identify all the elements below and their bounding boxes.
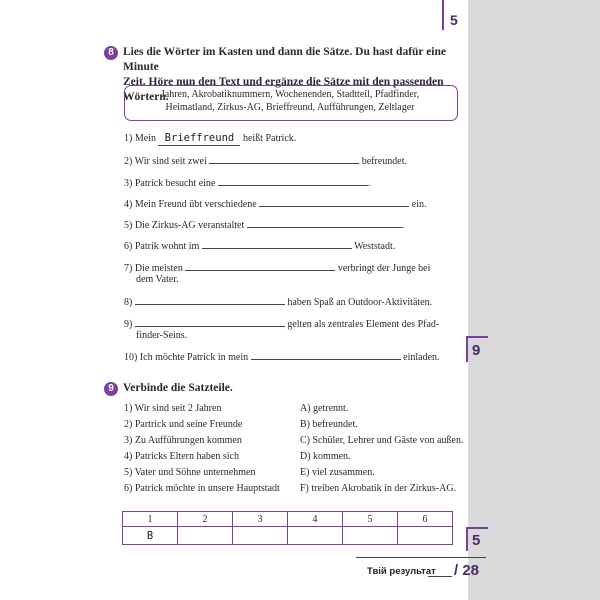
answer-blank-3[interactable] [218, 175, 368, 186]
answer-blank-9[interactable] [135, 316, 285, 327]
sentence-7-continued: dem Vater. [136, 274, 179, 285]
sentence-6: 6) Patrik wohnt im Weststadt. [124, 238, 395, 253]
sentence-4: 4) Mein Freund übt verschiedene ein. [124, 196, 426, 211]
task9-score: 5 [472, 532, 481, 549]
word-box-line2: Heimatland, Zirkus-AG, Brieffreund, Aufführungen, Zeltlager [165, 102, 415, 113]
grid-header-cell: 6 [398, 512, 453, 527]
grid-header-cell: 5 [343, 512, 398, 527]
grid-answer-cell[interactable] [288, 527, 343, 545]
match-right-a: A) getrennt. [300, 403, 349, 414]
match-right-d: D) kommen. [300, 451, 351, 462]
sentence-8: 8) haben Spaß an Outdoor-Aktivitäten. [124, 294, 432, 309]
match-left-3: 3) Zu Aufführungen kommen [124, 435, 242, 446]
task9-score-line [466, 527, 488, 529]
word-box-text [124, 88, 456, 114]
answer-grid-answer-row [123, 527, 453, 545]
task8-score-bracket [466, 336, 468, 362]
margin-divider-top [442, 0, 444, 30]
match-right-c: C) Schüler, Lehrer und Gäste von außen. [300, 435, 464, 446]
match-left-1: 1) Wir sind seit 2 Jahren [124, 403, 222, 414]
grid-answer-cell[interactable] [233, 527, 288, 545]
right-margin-strip [468, 0, 600, 600]
task8-score: 9 [472, 342, 481, 359]
grid-header-cell: 1 [123, 512, 178, 527]
task9-score-bracket [466, 527, 468, 551]
task8-number-badge: 8 [104, 46, 118, 60]
grid-answer-cell[interactable]: B [123, 527, 178, 545]
grid-header-cell: 3 [233, 512, 288, 527]
task8-instruction-line1: Lies die Wörter im Kasten und dann die Sätze. Du hast dafür eine Minute [123, 46, 446, 73]
match-right-f: F) treiben Akrobatik in der Zirkus-AG. [300, 483, 457, 494]
task9-number-badge: 9 [104, 382, 118, 396]
match-left-6: 6) Patrick möchte in unsere Hauptstadt [124, 483, 280, 494]
answer-blank-8[interactable] [135, 294, 285, 305]
sentence-9-continued: finder-Seins. [136, 330, 188, 341]
answer-blank-6[interactable] [202, 238, 352, 249]
page-number: 5 [450, 12, 458, 28]
answer-grid [122, 511, 453, 545]
sentence-5: 5) Die Zirkus-AG veranstaltet . [124, 217, 404, 232]
result-total: / 28 [454, 562, 480, 579]
sentence-1: 1) Mein Brieffreund heißt Patrick. [124, 132, 297, 144]
answer-blank-2[interactable] [209, 153, 359, 164]
grid-header-cell: 2 [178, 512, 233, 527]
match-left-4: 4) Patricks Eltern haben sich [124, 451, 239, 462]
result-top-line [356, 557, 486, 558]
result-label: Твій результат [367, 566, 436, 577]
result-input-blank[interactable] [428, 576, 452, 577]
answer-text-1: Brieffreund [164, 132, 235, 144]
answer-blank-5[interactable] [247, 217, 402, 228]
sentence-9: 9) gelten als zentrales Element des Pfad- [124, 316, 439, 331]
match-left-5: 5) Vater und Söhne unternehmen [124, 467, 256, 478]
match-right-e: E) viel zusammen. [300, 467, 375, 478]
match-right-b: B) befreundet. [300, 419, 358, 430]
match-left-2: 2) Partrick und seine Freunde [124, 419, 243, 430]
answer-grid-header-row [123, 512, 453, 527]
task8-instruction-line2: Zeit. Höre nun den Text und ergänze die Sätze mit den passenden Wörtern. [123, 76, 444, 103]
word-box-line1: Jahren, Akrobatiknummern, Wochenenden, Stadtteil, Pfadfinder, [160, 89, 420, 100]
grid-answer-cell[interactable] [178, 527, 233, 545]
grid-answer-cell[interactable] [398, 527, 453, 545]
sentence-2: 2) Wir sind seit zwei befreundet. [124, 153, 407, 168]
answer-blank-10[interactable] [251, 349, 401, 360]
task9-instruction: Verbinde die Satzteile. [123, 382, 233, 394]
answer-blank-4[interactable] [259, 196, 409, 207]
answer-blank-1[interactable] [158, 132, 240, 146]
sentence-10: 10) Ich möchte Patrick in mein einladen. [124, 349, 440, 364]
grid-answer-cell[interactable] [343, 527, 398, 545]
grid-header-cell: 4 [288, 512, 343, 527]
task8-score-line [466, 336, 488, 338]
answer-blank-7[interactable] [185, 260, 335, 271]
sentence-7: 7) Die meisten verbringt der Junge bei [124, 260, 430, 275]
sentence-3: 3) Patrick besucht eine . [124, 175, 370, 190]
